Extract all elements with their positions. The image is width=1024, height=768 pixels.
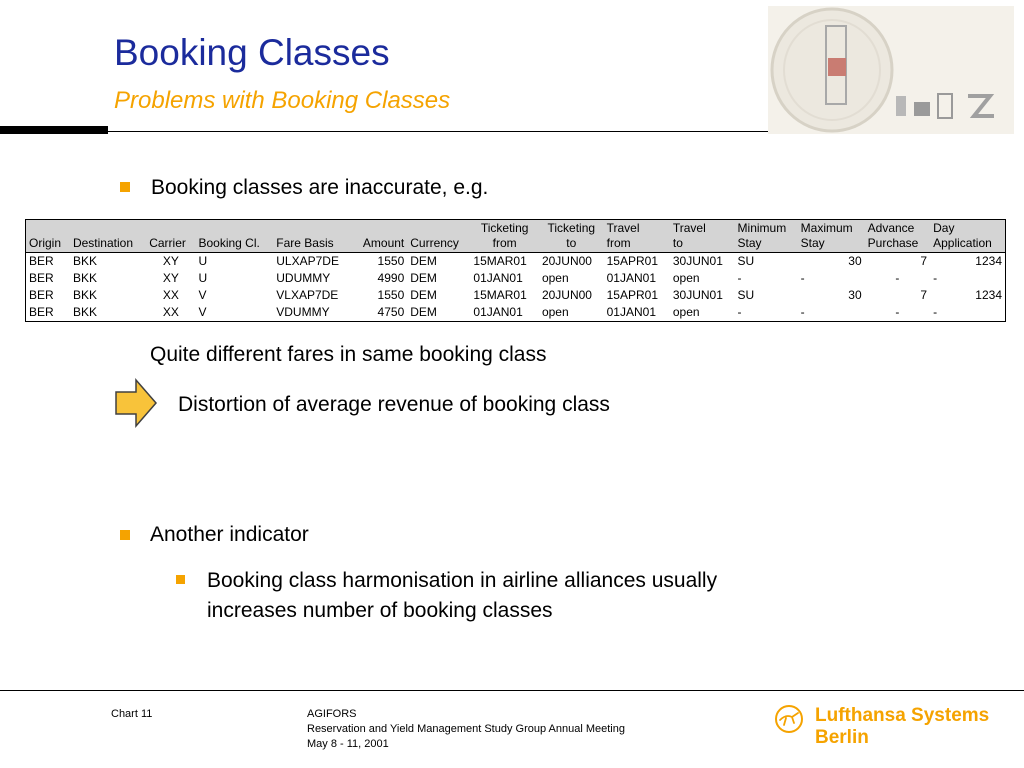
bullet-text-inaccurate: Booking classes are inaccurate, e.g. xyxy=(151,176,489,199)
cell-advance-purchase: 7 xyxy=(920,288,928,302)
statement-text: Quite different fares in same booking class xyxy=(150,343,547,366)
footer-rule xyxy=(0,690,1024,691)
cell-ticketing-from: 01JAN01 xyxy=(473,271,523,285)
cell-travel-to: open xyxy=(672,271,700,285)
cell-travel-from: 15APR01 xyxy=(604,253,670,271)
col-header-day-application: Day Application xyxy=(930,220,1005,253)
cell-minimum-stay: SU xyxy=(737,288,755,302)
cell-fare-basis: VLXAP7DE xyxy=(276,288,339,302)
cell-advance-purchase: - xyxy=(895,305,900,319)
conclusion-text: Distortion of average revenue of booking class xyxy=(178,393,610,416)
header-rule-thick xyxy=(0,126,108,134)
footer-dates: May 8 - 11, 2001 xyxy=(307,738,389,750)
cell-carrier: XY xyxy=(146,253,195,271)
page-subtitle: Problems with Booking Classes xyxy=(114,87,451,114)
col-header-amount: Amount xyxy=(353,220,408,253)
cell-fare-basis: VDUMMY xyxy=(276,305,330,319)
table-row xyxy=(26,253,1006,271)
cell-amount: 4990 xyxy=(377,271,405,285)
sub-bullet-text-line2: increases number of booking classes xyxy=(207,599,553,622)
table-row xyxy=(26,287,1006,304)
footer-event: Reservation and Yield Management Study Group Annual Meeting xyxy=(307,723,625,735)
footer-org: AGIFORS xyxy=(307,708,357,720)
cell-minimum-stay: - xyxy=(737,271,742,285)
cell-carrier: XX xyxy=(162,305,179,319)
cell-booking-class: V xyxy=(198,288,207,302)
cell-minimum-stay: - xyxy=(737,305,742,319)
cell-booking-class: V xyxy=(198,305,207,319)
lufthansa-crane-icon xyxy=(774,704,804,734)
cell-ticketing-to: open xyxy=(541,305,569,319)
cell-amount: 1550 xyxy=(377,288,405,302)
cell-minimum-stay: SU xyxy=(735,253,798,271)
company-name xyxy=(815,705,989,749)
square-bullet-icon xyxy=(120,182,130,192)
col-header-destination: Destination xyxy=(70,220,146,253)
cell-destination: BKK xyxy=(72,305,97,319)
decorative-artwork xyxy=(768,6,1014,134)
page-title: Booking Classes xyxy=(114,32,390,73)
cell-day-application: 1234 xyxy=(930,253,1005,271)
square-bullet-icon xyxy=(120,530,130,540)
col-header-origin: Origin xyxy=(26,220,70,253)
col-header-booking-class: Booking Cl. xyxy=(195,220,273,253)
cell-destination: BKK xyxy=(70,253,146,271)
cell-carrier: XY xyxy=(162,271,179,285)
cell-maximum-stay: 30 xyxy=(848,288,862,302)
col-header-travel-to: Travel to xyxy=(670,220,735,253)
col-header-carrier: Carrier xyxy=(146,220,195,253)
cell-origin: BER xyxy=(29,305,54,319)
cell-currency: DEM xyxy=(407,253,470,271)
cell-currency: DEM xyxy=(410,305,437,319)
cell-maximum-stay: - xyxy=(800,271,805,285)
cell-day-application: - xyxy=(933,305,938,319)
col-header-ticketing-from: Ticketing from xyxy=(470,220,539,253)
cell-travel-from: 15APR01 xyxy=(606,288,658,302)
cell-travel-to: 30JUN01 xyxy=(672,288,723,302)
company-name-line1: Lufthansa Systems xyxy=(815,705,990,726)
cell-ticketing-from: 01JAN01 xyxy=(473,305,523,319)
bullet-text-another-indicator: Another indicator xyxy=(150,523,309,546)
col-header-minimum-stay: Minimum Stay xyxy=(735,220,798,253)
cell-advance-purchase: - xyxy=(895,271,900,285)
cell-day-application: - xyxy=(933,271,938,285)
table-row xyxy=(26,270,1006,287)
col-header-travel-from: Travel from xyxy=(604,220,670,253)
col-header-fare-basis: Fare Basis xyxy=(273,220,352,253)
cell-origin: BER xyxy=(29,288,54,302)
cell-fare-basis: ULXAP7DE xyxy=(273,253,352,271)
cell-maximum-stay: 30 xyxy=(798,253,865,271)
cell-day-application: 1234 xyxy=(975,288,1002,302)
cell-ticketing-to: 20JUN00 xyxy=(541,288,592,302)
cell-ticketing-from: 15MAR01 xyxy=(473,288,527,302)
col-header-advance-purchase: Advance Purchase xyxy=(865,220,930,253)
cell-destination: BKK xyxy=(72,271,97,285)
cell-destination: BKK xyxy=(72,288,97,302)
col-header-currency: Currency xyxy=(407,220,470,253)
table-row xyxy=(26,304,1006,322)
cell-origin: BER xyxy=(29,271,54,285)
cell-fare-basis: UDUMMY xyxy=(276,271,331,285)
cell-travel-to: open xyxy=(672,305,700,319)
cell-booking-class: U xyxy=(195,253,273,271)
cell-origin: BER xyxy=(26,253,70,271)
right-arrow-icon xyxy=(114,378,158,428)
cell-advance-purchase: 7 xyxy=(865,253,930,271)
cell-ticketing-to: 20JUN00 xyxy=(539,253,604,271)
chart-number: Chart 11 xyxy=(111,708,153,720)
square-bullet-icon xyxy=(176,575,185,584)
cell-currency: DEM xyxy=(410,271,437,285)
cell-ticketing-from: 15MAR01 xyxy=(470,253,539,271)
col-header-maximum-stay: Maximum Stay xyxy=(798,220,865,253)
cell-amount: 4750 xyxy=(377,305,405,319)
cell-currency: DEM xyxy=(410,288,437,302)
cell-amount: 1550 xyxy=(353,253,408,271)
cell-ticketing-to: open xyxy=(541,271,569,285)
cell-travel-from: 01JAN01 xyxy=(606,305,656,319)
cell-carrier: XX xyxy=(162,288,179,302)
cell-maximum-stay: - xyxy=(800,305,805,319)
col-header-ticketing-to: Ticketing to xyxy=(539,220,604,253)
sub-bullet-text-line1: Booking class harmonisation in airline alliances usually xyxy=(207,569,718,592)
cell-travel-to: 30JUN01 xyxy=(670,253,735,271)
table-header-row xyxy=(26,220,1006,253)
cell-travel-from: 01JAN01 xyxy=(606,271,656,285)
company-name-line2: Berlin xyxy=(815,727,869,748)
cell-booking-class: U xyxy=(198,271,208,285)
fares-table xyxy=(25,219,1006,322)
